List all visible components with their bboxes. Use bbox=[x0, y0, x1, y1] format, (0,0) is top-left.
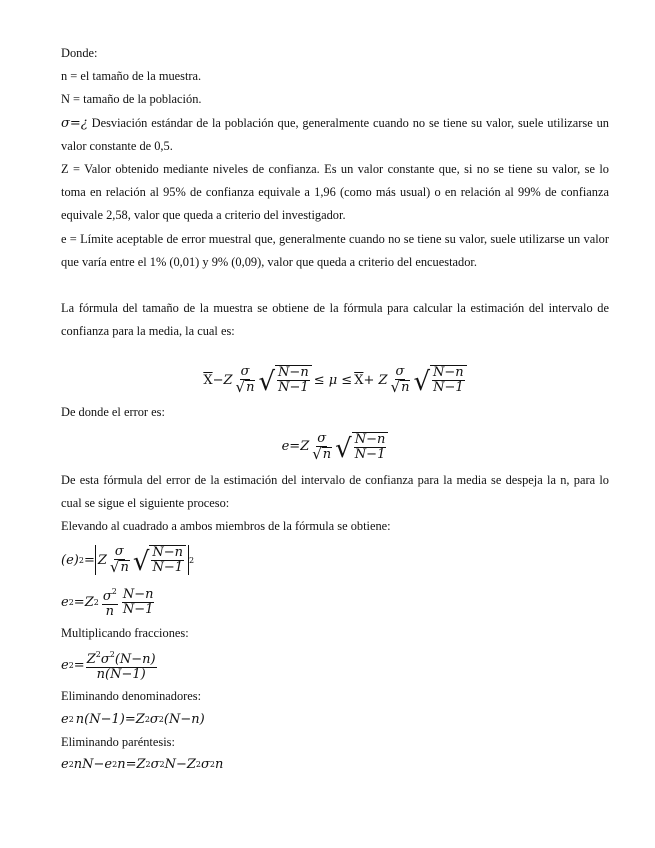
e-eq-z: e=Z bbox=[281, 439, 310, 455]
minus-z: −Z bbox=[212, 372, 233, 388]
sigma-symbol: σ=¿ bbox=[61, 115, 88, 131]
frac-den: √ n bbox=[235, 378, 255, 397]
le-mu-le: ≤ μ ≤ bbox=[313, 372, 353, 388]
def-n: n = el tamaño de la muestra. bbox=[61, 69, 202, 84]
sigma-over-sqrtn-2: σ √ n bbox=[390, 364, 410, 397]
xbar-2: $\overline{X}$ bbox=[354, 372, 364, 388]
document-page bbox=[61, 42, 609, 776]
def-Z: Z = Valor obtenido mediante niveles de confianza. Es un valor constante que, si no se tiene su valor, se lo toma en relación al 95% de confianza equivale a 1,96 (como más usual) o en relación al 99% de confianza equivale 2,58, valor que queda a criterio del investigador. bbox=[61, 162, 609, 223]
def-sigma bbox=[61, 112, 609, 158]
plus-z: + Z bbox=[363, 372, 388, 388]
squared-bracket: Z σ √ n √ $\frac{N-n}{N-1}$ bbox=[95, 545, 189, 575]
sigma-over-sqrtn-1 bbox=[234, 365, 257, 395]
definitions-intro: Donde: bbox=[61, 46, 98, 60]
xbar-1: $\overline{X}$ bbox=[203, 372, 213, 388]
sigma-definition: Desviación estándar de la población que, generalmente cuando no se tiene su valor, suele utilizarse un valor constante de 0,5. bbox=[61, 115, 609, 153]
despeja-text: De esta fórmula del error de la estimación del intervalo de confianza para la media se despeja la n, para lo cual se sigue el siguiente proceso: bbox=[61, 472, 609, 510]
sigma-over-sqrtn-3: σ √ n bbox=[312, 430, 332, 463]
eliminando-parentesis-text: Eliminando paréntesis: bbox=[61, 734, 175, 749]
expanded-final-equation: e 2 nN−e 2 n=Z 2 σ 2 N−Z 2 σ 2 n bbox=[61, 757, 224, 773]
elevando-text: Elevando al cuadrado a ambos miembros de la fórmula se obtiene: bbox=[61, 519, 391, 534]
multiplicando-text: Multiplicando fracciones: bbox=[61, 626, 189, 641]
sqrt-fpc-2: √ $\frac{N-n}{N-1}$ bbox=[413, 365, 466, 395]
sqrt-fpc-3: √ $\frac{N-n}{N-1}$ bbox=[335, 432, 388, 462]
squared-equation: (e) 2 = Z σ √ n √ $\frac{N-n}{N-1}$ 2 bbox=[61, 544, 195, 578]
def-N: N = tamaño de la población. bbox=[61, 92, 202, 107]
error-intro: De donde el error es: bbox=[61, 405, 165, 420]
frac-num: σ bbox=[240, 364, 250, 380]
expanded-equation: e 2 = Z 2 $\frac{\sigma^2}{n}$ $\frac{N-n}{N-1}$ bbox=[61, 586, 154, 620]
def-e: e = Límite aceptable de error muestral que, generalmente cuando no se tiene su valor, suele utilizarse un valor que varía entre el 1% (0,01) y 9% (0,09), valor que queda a criterio del encuestador. bbox=[61, 231, 609, 269]
formula-intro: La fórmula del tamaño de la muestra se obtiene de la fórmula para calcular la estimación del intervalo de confianza para la media, la cual es: bbox=[61, 301, 609, 339]
no-denominator-equation: e 2 n (N−1) = Z 2 σ 2 (N−n) bbox=[61, 712, 205, 728]
eliminando-denominadores-text: Eliminando denominadores: bbox=[61, 689, 202, 704]
sqrt-fpc-1: √ $\frac{N-n}{N-1}$ bbox=[258, 365, 311, 395]
error-equation bbox=[61, 425, 609, 469]
interval-equation bbox=[61, 359, 609, 401]
multiplied-equation: e 2 = $\frac{Z^2\sigma^2(N-n)}{n(N-1)}$ bbox=[61, 650, 156, 683]
